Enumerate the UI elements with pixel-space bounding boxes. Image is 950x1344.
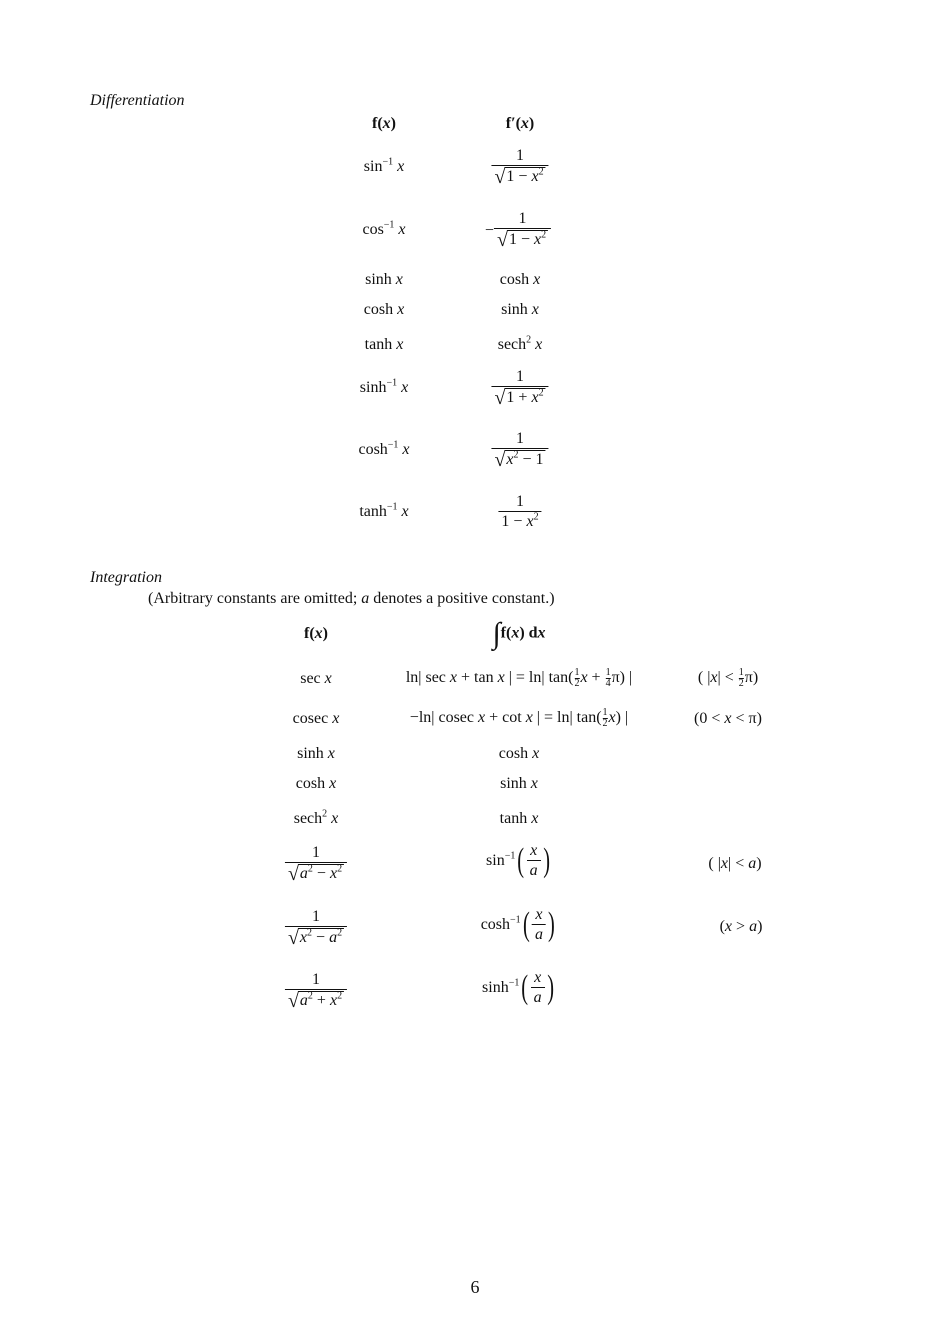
int-row-integral: cosh x (498, 745, 540, 762)
diff-row-fprime: − 1 √ $1 - x^2$ (485, 210, 551, 252)
diff-row-f: $\sin^{-1} x$ (363, 156, 405, 175)
int-row-integral: $\cosh^{-1}$( $\frac{x}{a}$ ) (480, 906, 556, 944)
diff-row-fprime: sinh x (501, 301, 539, 318)
diff-row-f: cosh x (363, 301, 405, 318)
diff-row-fprime: sech$^2$ x (497, 334, 543, 353)
diff-col-f-header: f(x) (372, 115, 396, 132)
diff-row-f: $\sinh^{-1} x$ (359, 377, 409, 396)
diff-row-f: sinh x (365, 271, 403, 288)
int-row-f: 1 √ $x^2 - a^2$ (285, 908, 347, 950)
int-row-condition: (x > a) (719, 918, 763, 935)
diff-row-f: tanh x (364, 336, 404, 353)
diff-row-fprime: 1 √ $1 - x^2$ (491, 147, 548, 189)
diff-row-f: $\cosh^{-1} x$ (358, 439, 410, 458)
int-row-f: 1 √ $a^2 + x^2$ (285, 971, 347, 1013)
diff-row-fprime: $\frac{1}{1 - x^2}$ (498, 493, 541, 532)
diff-row-f: $\tanh^{-1} x$ (359, 501, 409, 520)
int-row-integral: ln| sec x + tan x | = ln| tan( $\frac{1}{2}$ x + $\frac{1}{4}$ π) | (405, 667, 633, 689)
int-row-integral: tanh x (499, 810, 539, 827)
int-row-f: sech$^2$ x (293, 808, 339, 827)
int-row-f: cosec x (292, 710, 340, 727)
int-row-f: cosh x (295, 775, 337, 792)
int-row-integral: sinh x (500, 775, 538, 792)
differentiation-heading: Differentiation (90, 92, 185, 109)
diff-row-fprime: 1 √ $1 + x^2$ (491, 368, 548, 410)
int-row-integral: −ln| cosec x + cot x | = ln| tan( $\frac{1}{2}$ x) | (409, 707, 629, 729)
int-row-f: sinh x (297, 745, 335, 762)
int-row-condition: ( |x| < $\frac{1}{2}$ π) (697, 667, 759, 689)
integration-note: (Arbitrary constants are omitted; a denotes a positive constant.) (148, 590, 555, 607)
int-row-integral: $\sin^{-1}$( $\frac{x}{a}$ ) (486, 842, 550, 880)
int-row-condition: (0 < x < π) (694, 710, 762, 727)
int-row-integral: $\sinh^{-1}$( $\frac{x}{a}$ ) (482, 969, 554, 1007)
int-row-condition: ( |x| < a) (708, 855, 762, 872)
diff-row-fprime: cosh x (499, 271, 541, 288)
int-row-f: sec x (300, 670, 332, 687)
diff-row-fprime: 1 √ $x^2 - 1$ (491, 430, 548, 472)
diff-row-f: $\cos^{-1} x$ (362, 219, 406, 238)
page-number: 6 (470, 1277, 480, 1297)
int-row-f: 1 √ $a^2 - x^2$ (285, 844, 347, 886)
integration-heading: Integration (90, 569, 162, 586)
int-col-integral-header: ∫f(x) dx (492, 617, 546, 650)
int-col-f-header: f(x) (304, 625, 328, 642)
diff-col-fprime-header: f′(x) (505, 115, 535, 132)
